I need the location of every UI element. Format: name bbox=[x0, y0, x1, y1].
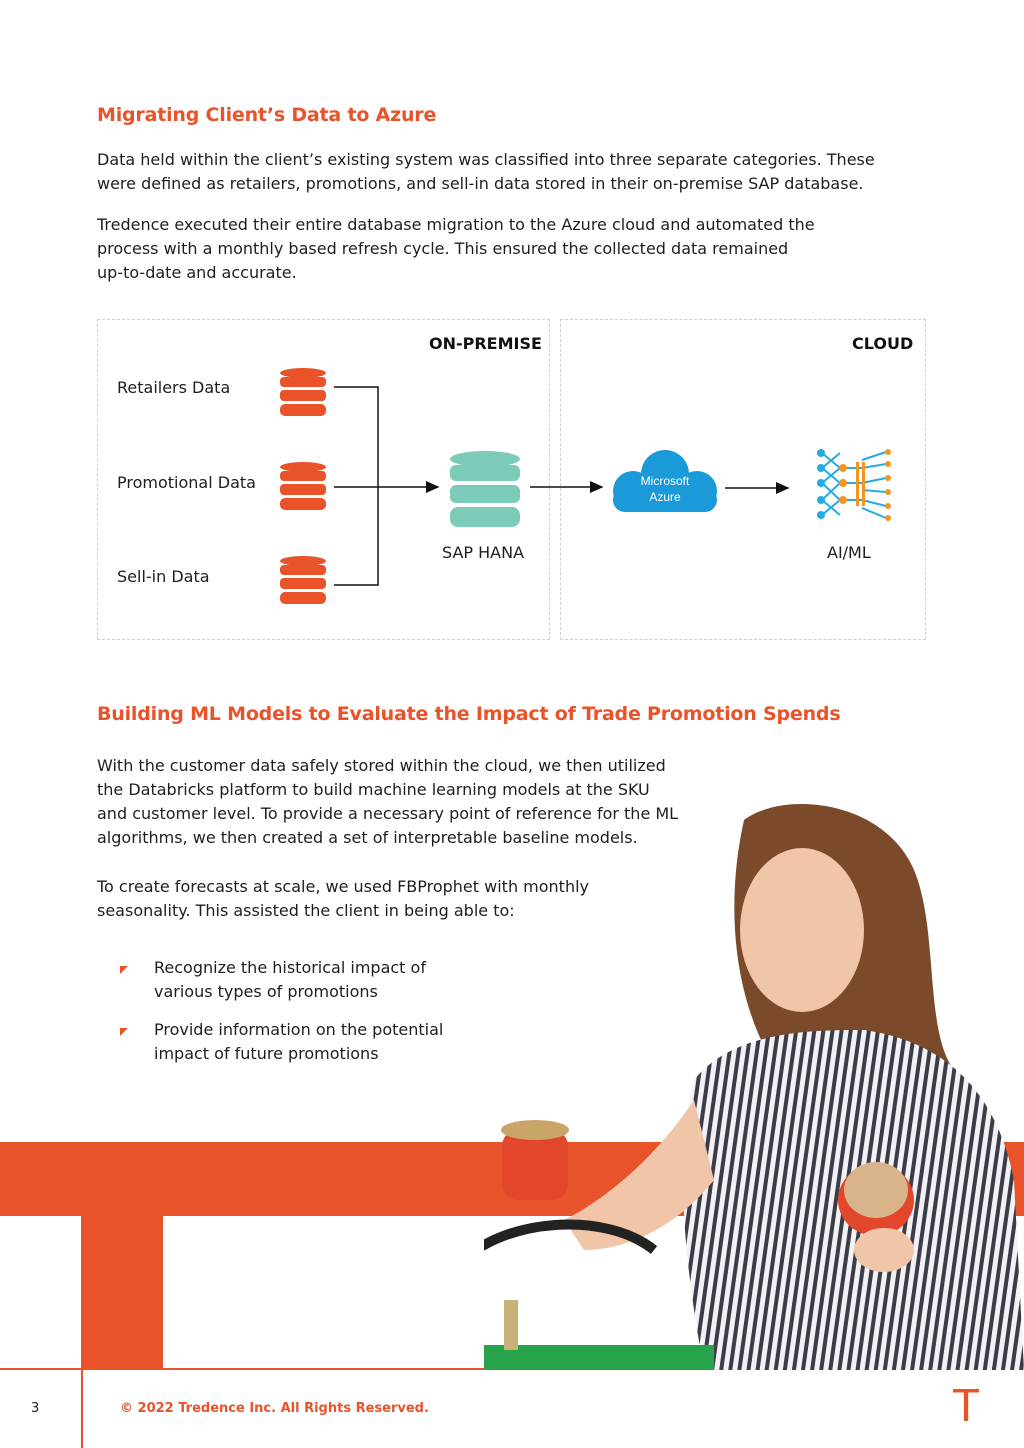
sap-hana-label: SAP HANA bbox=[442, 543, 525, 562]
page-number: 3 bbox=[31, 1401, 40, 1416]
azure-label-line2: Azure bbox=[649, 490, 681, 504]
text-line: Provide information on the potential bbox=[154, 1020, 444, 1039]
text-line: seasonality. This assisted the client in being able to: bbox=[97, 901, 515, 920]
text-line: and customer level. To provide a necessary point of reference for the ML bbox=[97, 804, 679, 823]
footer-vertical-rule bbox=[81, 1368, 83, 1448]
source-label-sell-in: Sell-in Data bbox=[117, 567, 210, 586]
section-title-ml-models: Building ML Models to Evaluate the Impact of Trade Promotion Spends bbox=[97, 703, 841, 725]
list-item bbox=[120, 1018, 443, 1066]
shopper-photo bbox=[484, 780, 1024, 1370]
text-line: Tredence executed their entire database migration to the Azure cloud and automated the bbox=[97, 215, 815, 234]
text-line: algorithms, we then created a set of interpretable baseline models. bbox=[97, 828, 638, 847]
sap-hana-database-icon bbox=[450, 451, 520, 527]
neural-network-icon bbox=[817, 449, 891, 521]
jar-left-icon bbox=[501, 1120, 569, 1200]
bullet-triangle-icon bbox=[120, 1028, 128, 1036]
brand-logo: T bbox=[952, 1379, 981, 1431]
text-line: With the customer data safely stored within the cloud, we then utilized bbox=[97, 756, 666, 775]
text-line: impact of future promotions bbox=[154, 1044, 379, 1063]
sell-in-database-icon bbox=[280, 556, 326, 604]
source-label-retailers: Retailers Data bbox=[117, 378, 231, 397]
benefits-list bbox=[120, 956, 443, 1080]
aiml-label: AI/ML bbox=[827, 543, 871, 562]
section-title-migration: Migrating Client’s Data to Azure bbox=[97, 104, 437, 126]
azure-label-line1: Microsoft bbox=[640, 474, 690, 488]
retailers-database-icon bbox=[280, 368, 326, 416]
text-line: Data held within the client’s existing system was classified into three separate categories. These bbox=[97, 150, 875, 169]
text-line: process with a monthly based refresh cycle. This ensured the collected data remained bbox=[97, 239, 789, 258]
source-label-promotional: Promotional Data bbox=[117, 473, 256, 492]
list-item bbox=[120, 956, 443, 1004]
text-line: To create forecasts at scale, we used FBProphet with monthly bbox=[97, 877, 590, 896]
copyright-text: © 2022 Tredence Inc. All Rights Reserved. bbox=[120, 1401, 429, 1416]
bullet-triangle-icon bbox=[120, 966, 128, 974]
promotional-database-icon bbox=[280, 462, 326, 510]
text-line: were defined as retailers, promotions, and sell-in data stored in their on-premise SAP database. bbox=[97, 174, 864, 193]
text-line: the Databricks platform to build machine learning models at the SKU bbox=[97, 780, 650, 799]
text-line: various types of promotions bbox=[154, 982, 378, 1001]
connector-lines bbox=[334, 387, 788, 585]
text-line: up-to-date and accurate. bbox=[97, 263, 297, 282]
on-premise-title: ON-PREMISE bbox=[429, 334, 542, 353]
text-line: Recognize the historical impact of bbox=[154, 958, 426, 977]
decorative-orange-stem bbox=[81, 1142, 163, 1368]
data-flow-diagram bbox=[0, 0, 1024, 700]
cloud-title: CLOUD bbox=[852, 334, 914, 353]
